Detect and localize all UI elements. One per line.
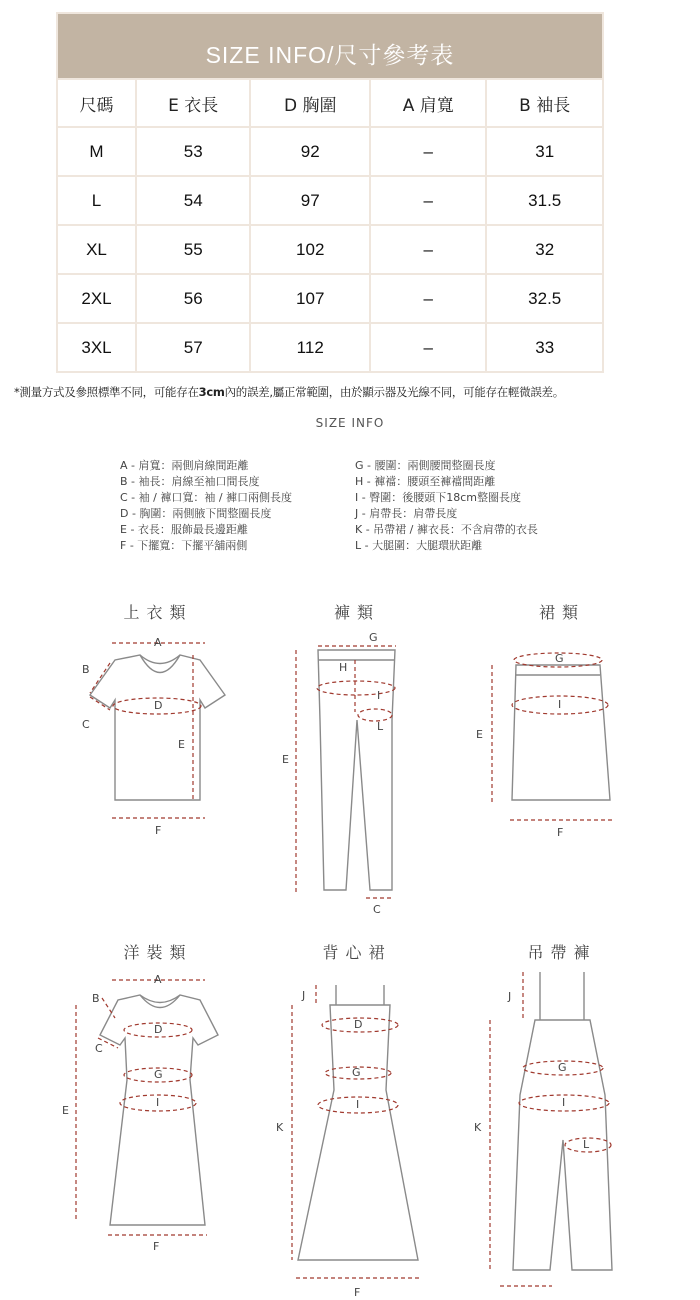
label-k: K (474, 1121, 482, 1134)
measure-c (90, 697, 110, 710)
cell: 2XL (57, 274, 136, 323)
cell: 53 (136, 127, 250, 176)
label-h: H (339, 661, 348, 674)
cell: 97 (250, 176, 370, 225)
overalls-diagram (474, 972, 612, 1286)
label-k: K (276, 1121, 284, 1134)
label-i: I (356, 1098, 360, 1111)
category-camisole-dress: 背心裙 (322, 943, 392, 962)
skirt-diagram (476, 652, 612, 839)
category-pants: 褲類 (333, 603, 380, 622)
label-i: I (558, 698, 562, 711)
legend-item: C - 袖 / 褲口寬：袖 / 褲口兩側長度 (120, 491, 293, 504)
cell: XL (57, 225, 136, 274)
label-g: G (154, 1068, 163, 1081)
pants-diagram (282, 631, 396, 916)
cell: – (370, 225, 486, 274)
label-e: E (178, 738, 185, 751)
legend-item: E - 衣長：服飾最長邊距離 (120, 523, 248, 536)
dress-diagram (62, 973, 218, 1253)
label-b: B (92, 992, 100, 1005)
cell: 32 (486, 225, 603, 274)
label-a: A (154, 973, 162, 986)
cell: 112 (250, 323, 370, 372)
label-l: L (583, 1138, 590, 1151)
size-info-heading: SIZE INFO (315, 416, 385, 430)
cell: 102 (250, 225, 370, 274)
label-e: E (62, 1104, 69, 1117)
cell: M (57, 127, 136, 176)
cell: 31 (486, 127, 603, 176)
skirt-outline (512, 665, 610, 800)
label-f: F (354, 1286, 361, 1299)
header-length: E 衣長 (136, 79, 250, 127)
legend-item: B - 袖長：肩線至袖口間長度 (120, 475, 260, 488)
legend-item: K - 吊帶裙 / 褲衣長：不含肩帶的衣長 (355, 523, 538, 536)
label-l: L (377, 720, 384, 733)
cell: 33 (486, 323, 603, 372)
cell: 31.5 (486, 176, 603, 225)
cell: 107 (250, 274, 370, 323)
dress-neckline (140, 995, 180, 1008)
cell: 54 (136, 176, 250, 225)
label-c: C (373, 903, 381, 916)
header-shoulder: A 肩寬 (370, 79, 486, 127)
label-c: C (82, 718, 90, 731)
legend-item: I - 臀圍：後腰頭下18cm整圈長度 (355, 491, 521, 504)
camisole-dress-diagram (276, 985, 420, 1299)
category-dresses: 洋裝類 (123, 943, 193, 962)
header-sleeve: B 袖長 (486, 79, 603, 127)
tshirt-outline (90, 655, 225, 800)
label-e: E (282, 753, 289, 766)
category-overalls: 吊帶褲 (527, 943, 597, 962)
legend-item: D - 胸圍：兩側腋下間整圈長度 (120, 507, 272, 520)
label-j: J (508, 990, 512, 1003)
pants-outline (318, 650, 395, 890)
label-e: E (476, 728, 483, 741)
disclaimer-text: 內的誤差,屬正常範圍，由於顯示器及光線不同，可能存在輕微誤差。 (224, 385, 564, 399)
cell: 56 (136, 274, 250, 323)
cell: 32.5 (486, 274, 603, 323)
cell: L (57, 176, 136, 225)
measure-b (102, 998, 115, 1018)
size-table-title: SIZE INFO/尺寸參考表 (57, 13, 603, 79)
label-c: C (95, 1042, 103, 1055)
label-d: D (354, 1018, 363, 1031)
label-g: G (352, 1066, 361, 1079)
measure-i (317, 681, 395, 695)
legend-item: F - 下擺寬：下擺平舖兩側 (120, 539, 248, 552)
label-i: I (562, 1096, 566, 1109)
camisole-dress-outline (298, 1005, 418, 1260)
cell: – (370, 274, 486, 323)
disclaimer-text: *測量方式及參照標準不同，可能存在 (14, 385, 199, 399)
label-f: F (557, 826, 564, 839)
cell: – (370, 176, 486, 225)
label-f: F (155, 824, 162, 837)
label-b: B (82, 663, 90, 676)
label-i: I (156, 1096, 160, 1109)
category-tops: 上衣類 (123, 603, 193, 622)
label-g: G (369, 631, 378, 644)
measure-l (358, 709, 392, 721)
category-skirts: 裙類 (538, 603, 585, 622)
legend-item: G - 腰圍：兩側腰間整圈長度 (355, 459, 496, 472)
legend-item: L - 大腿圍：大腿環狀距離 (355, 539, 483, 552)
label-a: A (154, 636, 162, 649)
legend-item: A - 肩寬：兩側肩線間距離 (120, 459, 249, 472)
label-j: J (302, 989, 306, 1002)
legend-item: H - 褲襠：腰頭至褲襠間距離 (355, 475, 496, 488)
header-size: 尺碼 (57, 79, 136, 127)
overalls-outline (513, 1020, 612, 1270)
tshirt-diagram (82, 636, 225, 837)
label-f: F (153, 1240, 160, 1253)
label-g: G (558, 1061, 567, 1074)
cell: – (370, 127, 486, 176)
cell: 92 (250, 127, 370, 176)
legend-item: J - 肩帶長：肩帶長度 (355, 507, 458, 520)
label-d: D (154, 699, 163, 712)
cell: – (370, 323, 486, 372)
label-g: G (555, 652, 564, 665)
measure-b (90, 663, 110, 693)
disclaimer-emphasis: 3cm (198, 385, 225, 399)
header-chest: D 胸圍 (250, 79, 370, 127)
cell: 3XL (57, 323, 136, 372)
cell: 57 (136, 323, 250, 372)
label-i: I (377, 689, 381, 702)
cell: 55 (136, 225, 250, 274)
label-d: D (154, 1023, 163, 1036)
